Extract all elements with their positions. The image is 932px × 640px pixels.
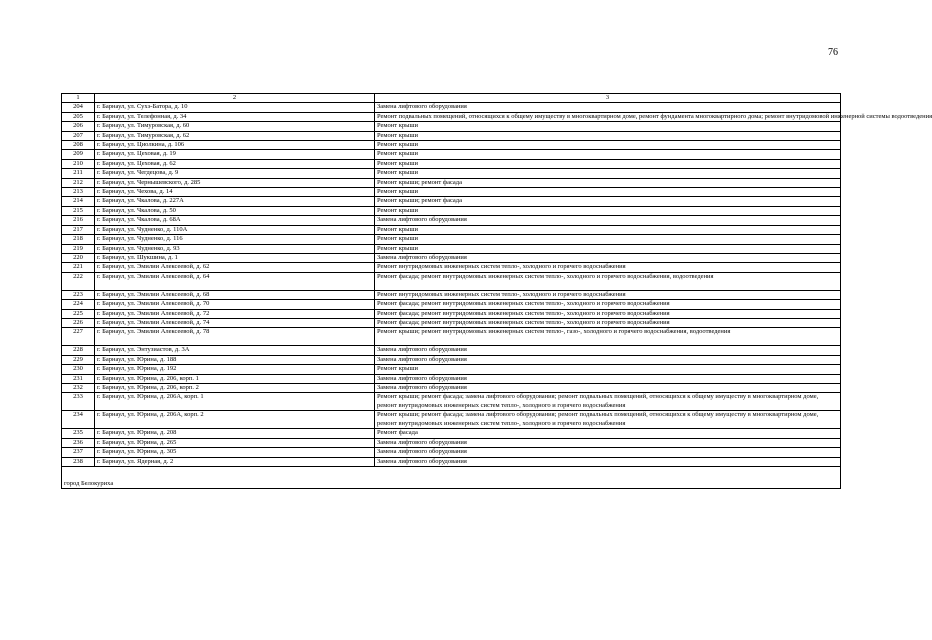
row-number: 207	[62, 131, 95, 140]
row-address: г. Барнаул, ул. Юрина, д. 206, корп. 1	[95, 374, 375, 383]
row-number: 227	[62, 328, 95, 346]
table-row	[62, 244, 841, 253]
table-row	[62, 411, 841, 429]
table-row	[62, 272, 841, 290]
row-work-type: Ремонт подвальных помещений, относящихся к общему имуществу в многоквартирном доме, ремонт фундамента многоквартирного дома; ремонт внутридомовой инженерной системы водоотведения	[375, 112, 841, 121]
row-address: г. Барнаул, ул. Тимуровская, д. 60	[95, 122, 375, 131]
row-work-type: Ремонт крыши; ремонт фасада	[375, 197, 841, 206]
row-number: 231	[62, 374, 95, 383]
row-address: г. Барнаул, ул. Юрина, д. 192	[95, 365, 375, 374]
table-row	[62, 178, 841, 187]
row-number: 237	[62, 448, 95, 457]
row-address: г. Барнаул, ул. Чкалова, д. 50	[95, 206, 375, 215]
row-address: г. Барнаул, ул. Чудненко, д. 93	[95, 244, 375, 253]
row-address: г. Барнаул, ул. Юрина, д. 206, корп. 2	[95, 383, 375, 392]
row-work-type: Ремонт крыши	[375, 235, 841, 244]
row-number: 217	[62, 225, 95, 234]
row-address: г. Барнаул, ул. Циолкина, д. 106	[95, 141, 375, 150]
row-work-type: Замена лифтового оборудования	[375, 438, 841, 447]
row-work-type: Ремонт крыши	[375, 131, 841, 140]
table-row	[62, 300, 841, 309]
row-number: 213	[62, 188, 95, 197]
table-row	[62, 150, 841, 159]
city-section-label: город Белокуриха	[62, 467, 841, 489]
row-address: г. Барнаул, ул. Телефонная, д. 34	[95, 112, 375, 121]
row-address: г. Барнаул, ул. Ядерная, д. 2	[95, 457, 375, 466]
row-address: г. Барнаул, ул. Цеховая, д. 19	[95, 150, 375, 159]
table-row	[62, 188, 841, 197]
row-work-type: Ремонт крыши; ремонт внутридомовых инженерных систем тепло-, газо-, холодного и горячего водоснабжения, водоотведения	[375, 328, 841, 346]
row-work-type: Замена лифтового оборудования	[375, 448, 841, 457]
row-address: г. Барнаул, ул. Юрина, д. 305	[95, 448, 375, 457]
table-row	[62, 290, 841, 299]
row-work-type: Замена лифтового оборудования	[375, 383, 841, 392]
row-number: 224	[62, 300, 95, 309]
row-work-type: Ремонт крыши	[375, 206, 841, 215]
row-number: 234	[62, 411, 95, 429]
row-address: г. Барнаул, ул. Цеховая, д. 62	[95, 159, 375, 168]
row-number: 214	[62, 197, 95, 206]
row-address: г. Барнаул, ул. Энтузиастов, д. 3А	[95, 346, 375, 355]
header-col-1: 1	[62, 94, 95, 103]
row-address: г. Барнаул, ул. Сухэ-Батора, д. 10	[95, 103, 375, 112]
row-work-type: Ремонт фасада	[375, 429, 841, 438]
row-number: 232	[62, 383, 95, 392]
row-work-type: Ремонт крыши; ремонт фасада; замена лифтового оборудования; ремонт подвальных помещений, относящихся к общему имуществу в многоквартирном доме, ремонт внутридомовых инженерных систем тепло-, холодного и горячего водоснабжения	[375, 411, 841, 429]
row-address: г. Барнаул, ул. Юрина, д. 206А, корп. 2	[95, 411, 375, 429]
row-number: 204	[62, 103, 95, 112]
table-row	[62, 131, 841, 140]
table-row	[62, 457, 841, 466]
table-row	[62, 309, 841, 318]
row-address: г. Барнаул, ул. Чехова, д. 14	[95, 188, 375, 197]
row-work-type: Ремонт крыши	[375, 188, 841, 197]
table-row	[62, 159, 841, 168]
row-work-type: Ремонт крыши; ремонт фасада; замена лифтового оборудования; ремонт подвальных помещений, относящихся к общему имуществу в многоквартирном доме, ремонт внутридомовых инженерных систем тепло-, холодного и горячего водоснабжения	[375, 393, 841, 411]
row-number: 209	[62, 150, 95, 159]
row-address: г. Барнаул, ул. Эмилии Алексеевой, д. 78	[95, 328, 375, 346]
row-number: 222	[62, 272, 95, 290]
row-number: 221	[62, 263, 95, 272]
row-address: г. Барнаул, ул. Чернышевского, д. 285	[95, 178, 375, 187]
table-row	[62, 448, 841, 457]
row-number: 205	[62, 112, 95, 121]
table-row	[62, 328, 841, 346]
row-number: 208	[62, 141, 95, 150]
row-address: г. Барнаул, ул. Эмилии Алексеевой, д. 68	[95, 290, 375, 299]
row-number: 223	[62, 290, 95, 299]
table-row	[62, 122, 841, 131]
row-work-type: Ремонт крыши	[375, 150, 841, 159]
row-work-type: Ремонт крыши	[375, 122, 841, 131]
row-work-type: Замена лифтового оборудования	[375, 103, 841, 112]
row-number: 230	[62, 365, 95, 374]
table-row	[62, 374, 841, 383]
row-work-type: Замена лифтового оборудования	[375, 355, 841, 364]
table-row	[62, 438, 841, 447]
row-number: 218	[62, 235, 95, 244]
row-address: г. Барнаул, ул. Чкалова, д. 68А	[95, 216, 375, 225]
row-address: г. Барнаул, ул. Чкалова, д. 227А	[95, 197, 375, 206]
table-row	[62, 225, 841, 234]
row-address: г. Барнаул, ул. Шукшина, д. 1	[95, 253, 375, 262]
table-row	[62, 103, 841, 112]
table-row	[62, 355, 841, 364]
row-address: г. Барнаул, ул. Юрина, д. 265	[95, 438, 375, 447]
table-row	[62, 112, 841, 121]
row-address: г. Барнаул, ул. Эмилии Алексеевой, д. 74	[95, 318, 375, 327]
row-number: 228	[62, 346, 95, 355]
row-address: г. Барнаул, ул. Юрина, д. 206А, корп. 1	[95, 393, 375, 411]
row-work-type: Ремонт крыши	[375, 225, 841, 234]
row-work-type: Ремонт крыши	[375, 169, 841, 178]
row-work-type: Ремонт крыши; ремонт фасада	[375, 178, 841, 187]
table-row	[62, 429, 841, 438]
row-address: г. Барнаул, ул. Чудненко, д. 110А	[95, 225, 375, 234]
table-row	[62, 365, 841, 374]
table-row	[62, 383, 841, 392]
row-number: 210	[62, 159, 95, 168]
table-row	[62, 346, 841, 355]
row-number: 206	[62, 122, 95, 131]
row-address: г. Барнаул, ул. Чегдецова, д. 9	[95, 169, 375, 178]
row-number: 236	[62, 438, 95, 447]
row-work-type: Ремонт фасада; ремонт внутридомовых инженерных систем тепло-, холодного и горячего водоснабжения	[375, 300, 841, 309]
row-work-type: Ремонт фасада; ремонт внутридомовых инженерных систем тепло-, холодного и горячего водоснабжения	[375, 309, 841, 318]
repair-table	[61, 93, 932, 489]
table-row	[62, 318, 841, 327]
row-work-type: Замена лифтового оборудования	[375, 457, 841, 466]
row-address: г. Барнаул, ул. Юрина, д. 208	[95, 429, 375, 438]
row-address: г. Барнаул, ул. Чудненко, д. 116	[95, 235, 375, 244]
row-work-type: Ремонт фасада; ремонт внутридомовых инженерных систем тепло-, холодного и горячего водоснабжения	[375, 318, 841, 327]
row-number: 220	[62, 253, 95, 262]
table-header-row	[62, 94, 841, 103]
row-number: 225	[62, 309, 95, 318]
row-work-type: Ремонт внутридомовых инженерных систем тепло-, холодного и горячего водоснабжения	[375, 290, 841, 299]
table-row	[62, 169, 841, 178]
row-work-type: Ремонт фасада; ремонт внутридомовых инженерных систем тепло-, холодного и горячего водоснабжения, водоотведения	[375, 272, 841, 290]
table-row	[62, 216, 841, 225]
row-address: г. Барнаул, ул. Эмилии Алексеевой, д. 72	[95, 309, 375, 318]
row-number: 238	[62, 457, 95, 466]
row-work-type: Замена лифтового оборудования	[375, 374, 841, 383]
row-address: г. Барнаул, ул. Юрина, д. 188	[95, 355, 375, 364]
row-number: 215	[62, 206, 95, 215]
table-row	[62, 393, 841, 411]
header-col-3: 3	[375, 94, 841, 103]
page-number: 76	[828, 47, 838, 58]
row-number: 211	[62, 169, 95, 178]
row-number: 216	[62, 216, 95, 225]
table-row	[62, 141, 841, 150]
row-work-type: Ремонт крыши	[375, 141, 841, 150]
table-row	[62, 263, 841, 272]
table-row	[62, 253, 841, 262]
row-number: 233	[62, 393, 95, 411]
row-number: 226	[62, 318, 95, 327]
row-number: 229	[62, 355, 95, 364]
row-work-type: Замена лифтового оборудования	[375, 346, 841, 355]
row-number: 212	[62, 178, 95, 187]
row-address: г. Барнаул, ул. Эмилии Алексеевой, д. 64	[95, 272, 375, 290]
row-work-type: Замена лифтового оборудования	[375, 216, 841, 225]
city-section-row	[62, 467, 841, 489]
row-number: 219	[62, 244, 95, 253]
row-number: 235	[62, 429, 95, 438]
row-address: г. Барнаул, ул. Тимуровская, д. 62	[95, 131, 375, 140]
row-work-type: Замена лифтового оборудования	[375, 253, 841, 262]
header-col-2: 2	[95, 94, 375, 103]
row-work-type: Ремонт внутридомовых инженерных систем тепло-, холодного и горячего водоснабжения	[375, 263, 841, 272]
row-work-type: Ремонт крыши	[375, 244, 841, 253]
row-work-type: Ремонт крыши	[375, 159, 841, 168]
table-row	[62, 197, 841, 206]
table-row	[62, 235, 841, 244]
table-row	[62, 206, 841, 215]
row-address: г. Барнаул, ул. Эмилии Алексеевой, д. 62	[95, 263, 375, 272]
row-address: г. Барнаул, ул. Эмилии Алексеевой, д. 70	[95, 300, 375, 309]
row-work-type: Ремонт крыши	[375, 365, 841, 374]
